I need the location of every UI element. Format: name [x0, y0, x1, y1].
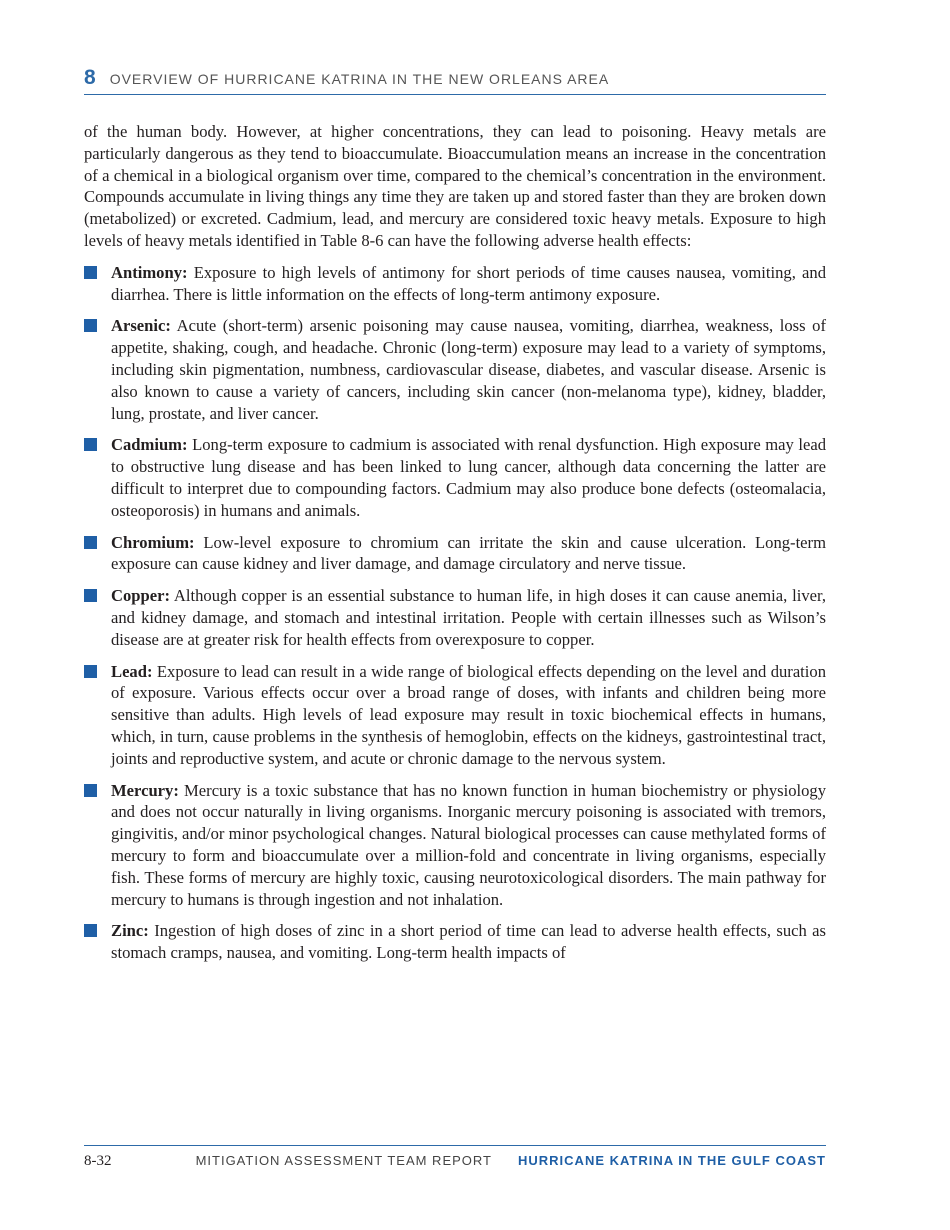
list-item-copper: [84, 585, 826, 650]
item-term: Chromium:: [111, 532, 195, 552]
item-text: Exposure to lead can result in a wide range of biological effects depending on the level and duration of exposure. Various effects occur over a broad range of doses, with infants and children being more sensitive than adults. High levels of lead exposure may result in toxic biochemical effects in humans, which, in turn, cause problems in the synthesis of hemoglobin, effects on the kidneys, gastrointestinal tract, joints and reproductive system, and acute or chronic damage to the nervous system.: [111, 661, 826, 768]
health-effects-list: [84, 262, 826, 964]
item-text: Long-term exposure to cadmium is associated with renal dysfunction. High exposure may lead to obstructive lung disease and has been linked to lung cancer, although data concerning the latter are difficult to interpret due to compounding factors. Cadmium may also produce bone defects (osteomalacia, osteoporosis) in humans and animals.: [111, 435, 826, 520]
item-term: Lead:: [111, 661, 153, 681]
item-term: Copper:: [111, 586, 170, 606]
list-item-mercury: [84, 780, 826, 911]
square-bullet-icon: [84, 266, 97, 279]
item-text: Mercury is a toxic substance that has no known function in human biochemistry or physiology and does not occur naturally in living organisms. Inorganic mercury poisoning is associated with tremors, gingivitis, and/or minor psychological changes. Natural biological processes can cause methylated forms of mercury to form and bioaccumulate over a million-fold and concentrate in living organisms, especially fish. These forms of mercury are highly toxic, causing neurotoxicological disorders. The main pathway for mercury to humans is through ingestion and not inhalation.: [111, 780, 826, 909]
square-bullet-icon: [84, 924, 97, 937]
item-term: Arsenic:: [111, 316, 171, 336]
list-item-arsenic: [84, 315, 826, 424]
item-term: Cadmium:: [111, 435, 188, 455]
chapter-number: 8: [84, 66, 96, 89]
main-content: [84, 121, 826, 974]
square-bullet-icon: [84, 784, 97, 797]
item-text: Exposure to high levels of antimony for short periods of time causes nausea, vomiting, and diarrhea. There is little information on the effects of long-term antimony exposure.: [111, 262, 827, 304]
item-text: Low-level exposure to chromium can irritate the skin and cause ulceration. Long-term exposure can cause kidney and liver damage, and damage circulatory and nerve tissue.: [111, 532, 826, 574]
list-item-cadmium: [84, 434, 826, 521]
item-text: Although copper is an essential substance to human life, in high doses it can cause anemia, liver, and kidney damage, and stomach and intestinal irritation. People with certain illnesses such as Wilson’s disease are at greater risk for health effects from overexposure to copper.: [111, 586, 827, 649]
item-text: Acute (short-term) arsenic poisoning may cause nausea, vomiting, diarrhea, weakness, loss of appetite, shaking, cough, and headache. Chronic (long-term) exposure may lead to a variety of symptoms, including skin pigmentation, numbness, cardiovascular disease, diabetes, and vascular disease. Arsenic is also known to cause a variety of cancers, including skin cancer (non-melanoma type), kidney, bladder, lung, prostate, and liver cancer.: [111, 316, 827, 423]
chapter-title: OVERVIEW OF HURRICANE KATRINA IN THE NEW ORLEANS AREA: [109, 71, 610, 87]
page-number: 8-32: [84, 1153, 112, 1169]
square-bullet-icon: [84, 589, 97, 602]
list-item-zinc: [84, 920, 826, 964]
square-bullet-icon: [84, 319, 97, 332]
intro-paragraph: of the human body. However, at higher concentrations, they can lead to poisoning. Heavy metals are particularly dangerous as they tend to bioaccumulate. Bioaccumulation means an increase in the concentration of a chemical in a biological organism over time, compared to the chemical’s concentration in the environment. Compounds accumulate in living things any time they are taken up and stored faster than they are broken down (metabolized) or excreted. Cadmium, lead, and mercury are considered toxic heavy metals. Exposure to high levels of heavy metals identified in Table 8-6 can have the following adverse health effects:: [84, 122, 826, 250]
report-subject: HURRICANE KATRINA IN THE GULF COAST: [518, 1153, 826, 1168]
item-text: Ingestion of high doses of zinc in a short period of time can lead to adverse health effects, such as stomach cramps, nausea, and vomiting. Long-term health impacts of: [111, 921, 826, 963]
item-term: Mercury:: [111, 780, 179, 800]
list-item-lead: [84, 661, 826, 770]
report-name: MITIGATION ASSESSMENT TEAM REPORT: [195, 1153, 492, 1168]
list-item-antimony: [84, 262, 826, 306]
item-term: Zinc:: [111, 921, 149, 941]
square-bullet-icon: [84, 665, 97, 678]
square-bullet-icon: [84, 438, 97, 451]
list-item-chromium: [84, 532, 826, 576]
item-term: Antimony:: [111, 262, 188, 282]
square-bullet-icon: [84, 536, 97, 549]
page-header: [84, 66, 826, 95]
page-footer: [84, 1145, 826, 1170]
